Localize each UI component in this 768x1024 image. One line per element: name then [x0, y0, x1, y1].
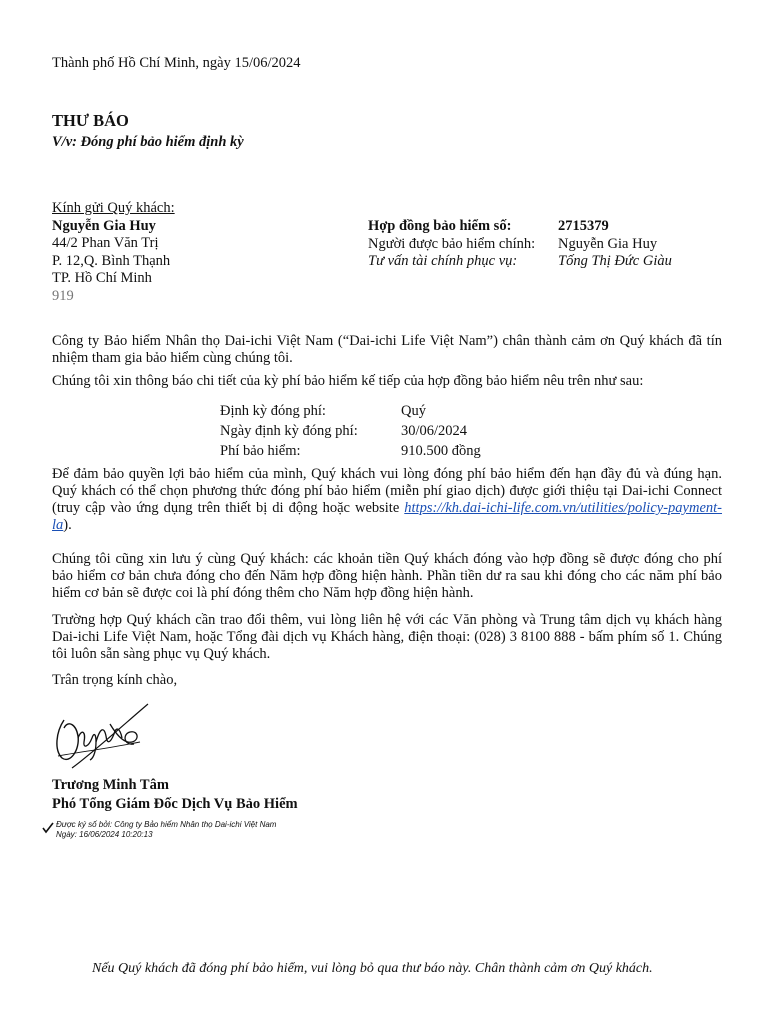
letter-subject: V/v: Đóng phí bảo hiểm định kỳ — [52, 134, 244, 150]
due-date-value: 30/06/2024 — [401, 423, 468, 439]
signer-name: Trương Minh Tâm — [52, 777, 169, 793]
paragraph-contact: Trường hợp Quý khách cần trao đổi thêm, vui lòng liên hệ với các Văn phòng và Trung tâm dịch vụ khách hàng Dai-ichi Life Việt Nam, hoặc Tổng đài dịch vụ Khách hàng, điện thoại: (028) 3 8100 888 - bấm phím số 1. Chúng tôi luôn sẵn sàng phục vụ Quý khách. — [52, 612, 722, 662]
insured-row — [368, 236, 672, 254]
payment-link[interactable]: https://kh.dai-ichi-life.com.vn/utilities/policy-payment-la — [52, 500, 722, 533]
due-date-label: Ngày định kỳ đóng phí: — [220, 423, 358, 439]
closing-greeting: Trân trọng kính chào, — [52, 672, 178, 688]
premium-details — [220, 403, 481, 463]
due-date-row — [220, 423, 481, 443]
contract-number-row — [368, 218, 672, 236]
frequency-value: Quý — [401, 403, 426, 419]
contract-info — [368, 218, 672, 271]
advisor-label: Tư vấn tài chính phục vụ: — [368, 253, 518, 269]
frequency-row — [220, 403, 481, 423]
place-date: Thành phố Hồ Chí Minh, ngày 15/06/2024 — [52, 55, 301, 71]
letter-title: THƯ BÁO — [52, 111, 129, 130]
address-line-3: TP. Hồ Chí Minh — [52, 270, 152, 286]
contract-number-label: Hợp đồng bảo hiểm số: — [368, 218, 512, 234]
insured-label: Người được bảo hiểm chính: — [368, 235, 536, 252]
recipient-block — [52, 200, 175, 305]
digital-signature-stamp — [42, 820, 276, 840]
advisor-row — [368, 253, 672, 271]
address-line-1: 44/2 Phan Văn Trị — [52, 235, 159, 251]
payment-text: Để đảm bảo quyền lợi bảo hiểm của mình, Quý khách vui lòng đóng phí bảo hiểm đến hạn đầy đủ và đúng hạn. Quý khách có thể chọn phương thức đóng phí bảo hiểm (miễn phí giao dịch) được giới thiệu tại Dai-ichi Connect (truy cập vào ứng dụng trên thiết bị di động hoặc website — [52, 466, 722, 516]
contract-number-value: 2715379 — [558, 218, 609, 234]
payment-text-end: ). — [63, 517, 72, 533]
digital-signed-by: Được ký số bởi: Công ty Bảo hiểm Nhân thọ Dai-ichi Việt Nam — [56, 820, 277, 829]
premium-label: Phí bảo hiểm: — [220, 443, 301, 459]
premium-value: 910.500 đồng — [401, 443, 481, 459]
footer-note: Nếu Quý khách đã đóng phí bảo hiểm, vui lòng bỏ qua thư báo này. Chân thành cảm ơn Quý khách. — [92, 961, 653, 976]
frequency-label: Định kỳ đóng phí: — [220, 403, 326, 419]
address-line-2: P. 12,Q. Bình Thạnh — [52, 252, 171, 269]
signer-title: Phó Tổng Giám Đốc Dịch Vụ Bảo Hiểm — [52, 796, 298, 812]
advisor-value: Tống Thị Đức Giàu — [558, 253, 672, 269]
digital-signed-date: Ngày: 16/06/2024 10:20:13 — [56, 830, 153, 839]
paragraph-allocation: Chúng tôi cũng xin lưu ý cùng Quý khách: các khoản tiền Quý khách đóng vào hợp đồng sẽ được đóng cho phí bảo hiểm cơ bản chưa đóng cho đến Năm hợp đồng hiện hành. Phần tiền dư ra sau khi đóng cho các năm phí bảo hiểm cơ bản sẽ được coi là phí đóng thêm cho Năm hợp đồng hiện hành. — [52, 551, 722, 601]
signature-image — [50, 698, 154, 770]
insured-value: Nguyễn Gia Huy — [558, 235, 658, 252]
recipient-code: 919 — [52, 287, 74, 304]
premium-row — [220, 443, 481, 463]
check-icon — [42, 822, 54, 834]
paragraph-notice: Chúng tôi xin thông báo chi tiết của kỳ phí bảo hiểm kế tiếp của hợp đồng bảo hiểm nêu trên như sau: — [52, 373, 644, 389]
salutation: Kính gửi Quý khách: — [52, 200, 175, 216]
paragraph-payment — [52, 466, 722, 534]
recipient-name: Nguyễn Gia Huy — [52, 217, 156, 234]
paragraph-thanks: Công ty Bảo hiểm Nhân thọ Dai-ichi Việt Nam (“Dai-ichi Life Việt Nam”) chân thành cảm ơn Quý khách đã tín nhiệm tham gia bảo hiểm cùng chúng tôi. — [52, 333, 722, 366]
